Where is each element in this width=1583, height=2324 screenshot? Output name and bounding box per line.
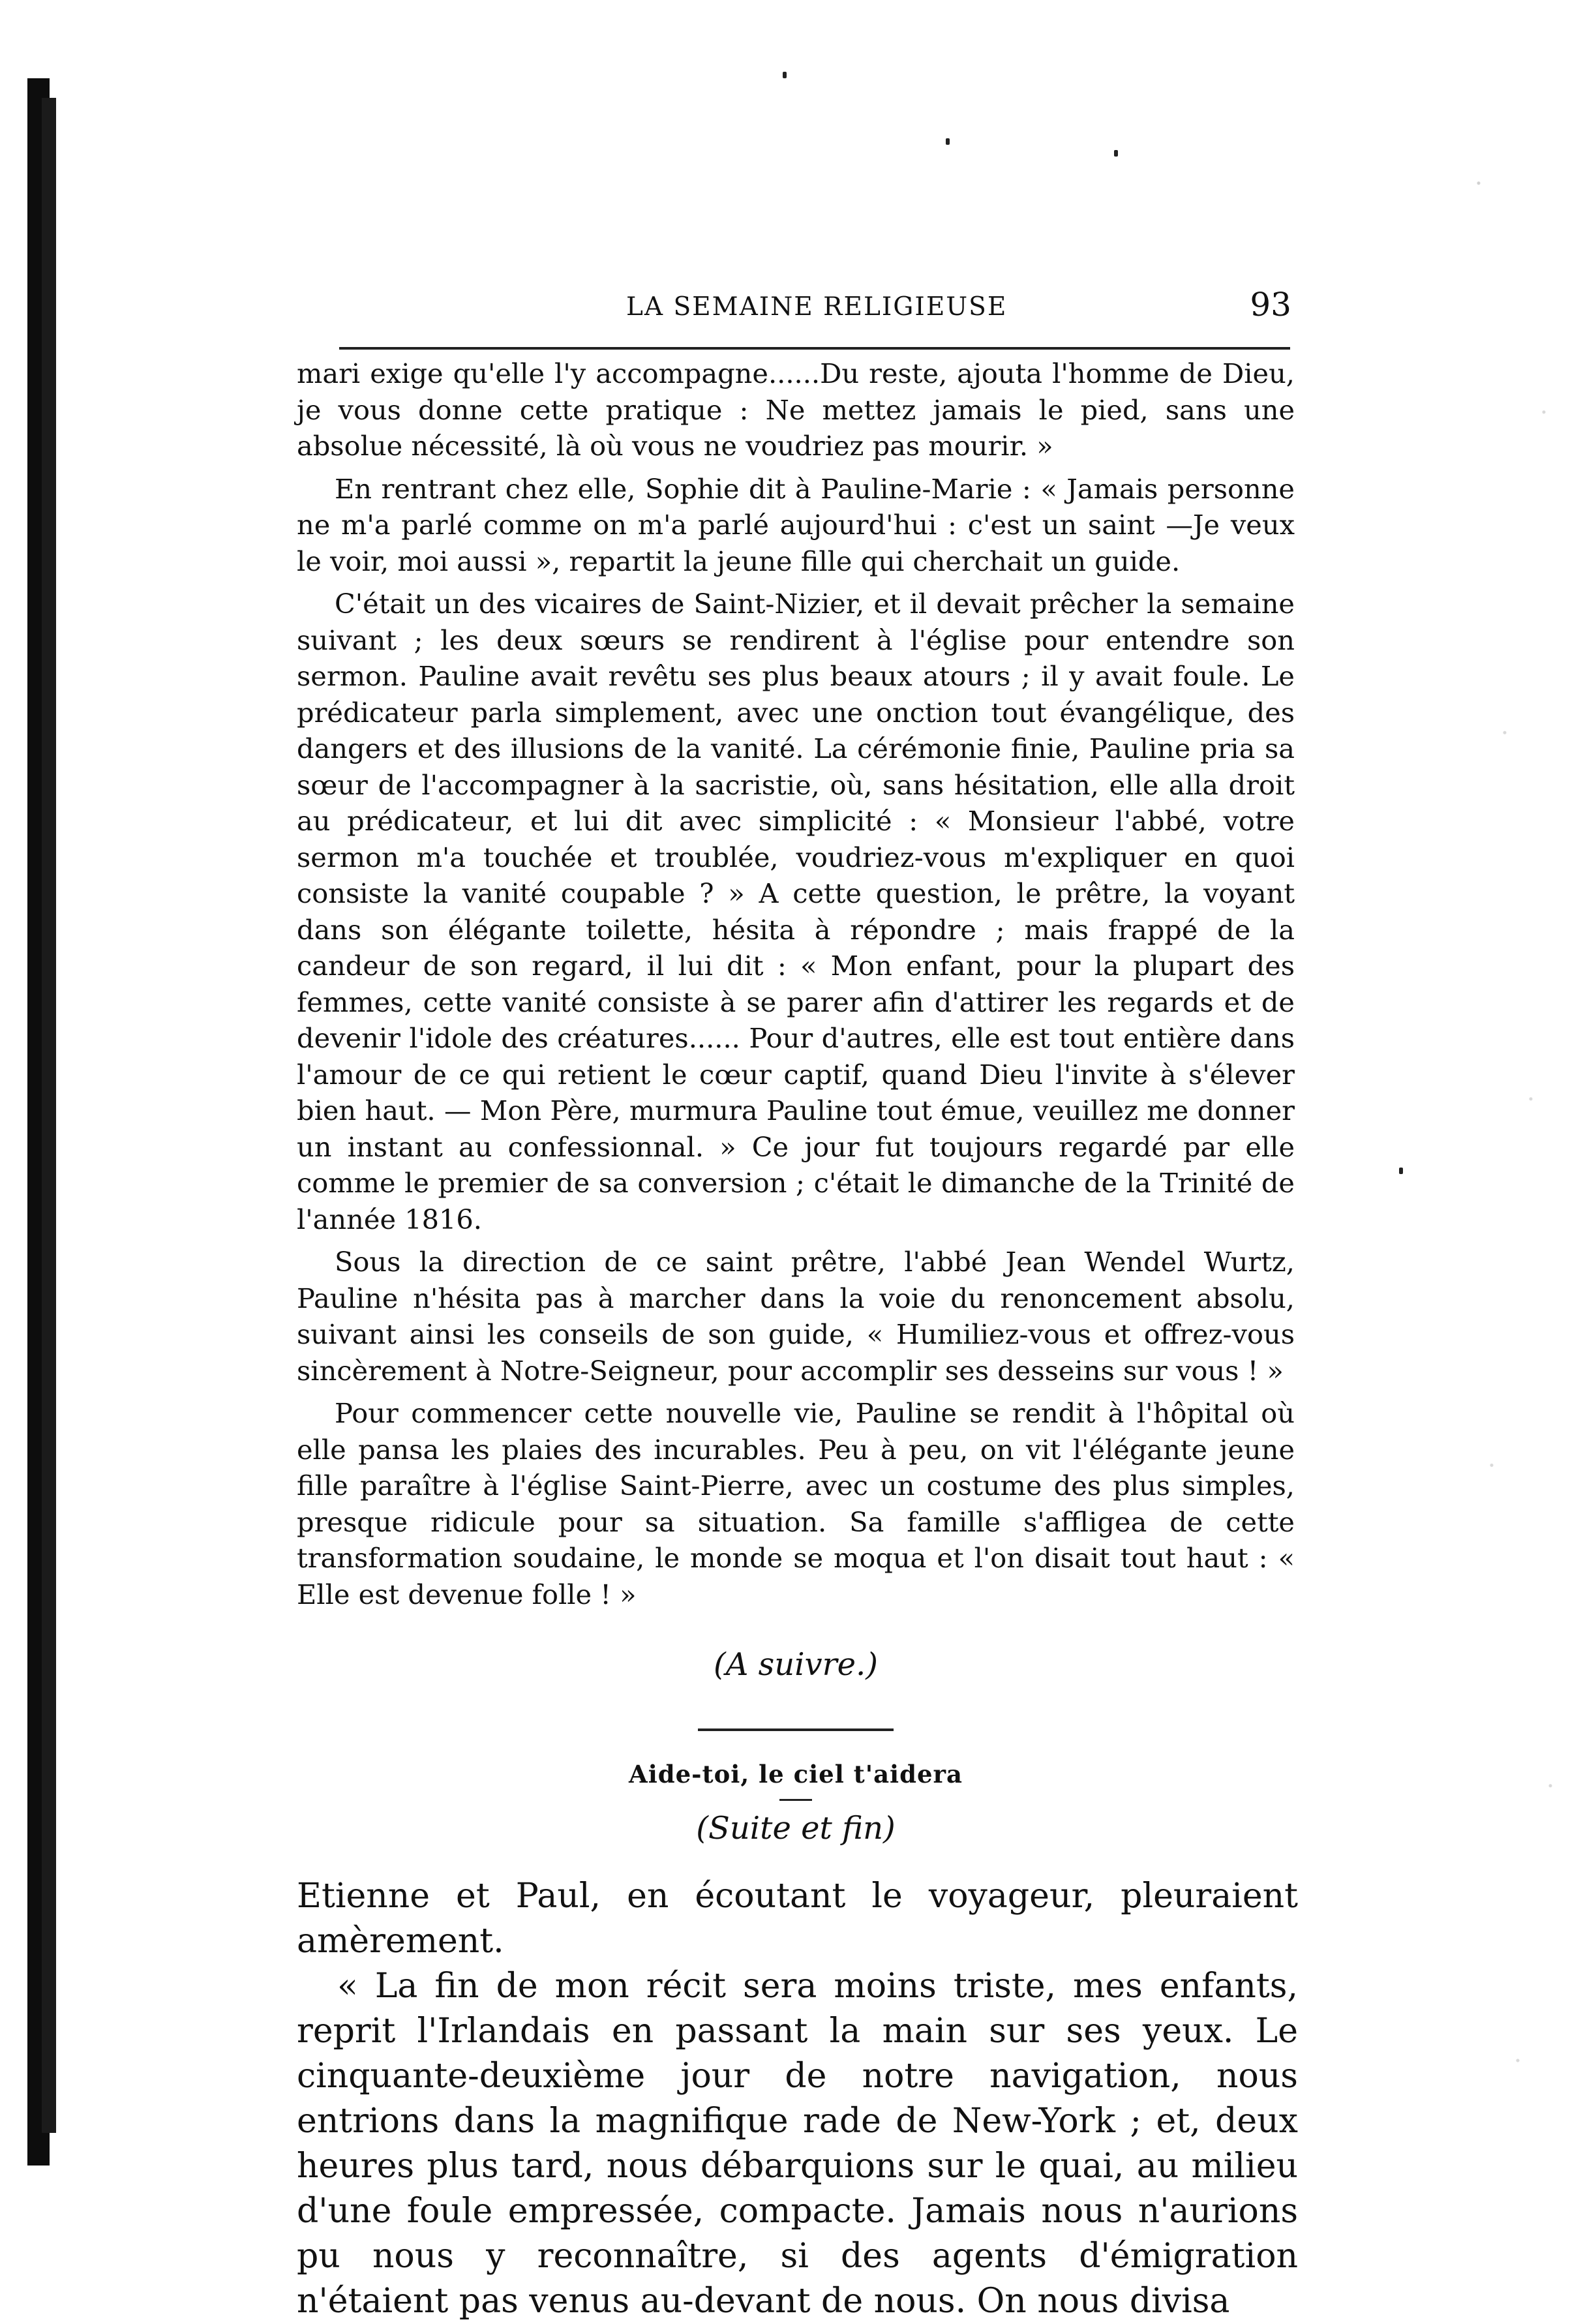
- scan-speck: [1114, 150, 1118, 157]
- paragraph-3: C'était un des vicaires de Saint-Nizier, et il devait prêcher la semaine suivant ; les deux sœurs se rendirent à l'église pour entendre son sermon. Pauline avait revêtu ses plus beaux atours ; il y avait foule. Le prédicateur parla simplement, avec une onction tout évangélique, des dangers et des illusions de la vanité. La cérémonie finie, Pauline pria sa sœur de l'accompagner à la sacristie, où, sans hésitation, elle alla droit au prédicateur, et lui dit avec simplicité : « Monsieur l'abbé, votre sermon m'a touchée et troublée, voudriez-vous m'expliquer en quoi consiste la vanité coupable ? » A cette question, le prêtre, la voyant dans son élégante toilette, hésita à répondre ; mais frappé de la candeur de son regard, il lui dit : « Mon enfant, pour la plupart des femmes, cette vanité consiste à se parer afin d'attirer les regards et de devenir l'idole des créatures...... Pour d'autres, elle est tout entière dans l'amour de ce qui retient le cœur captif, quand Dieu l'invite à s'élever bien haut. — Mon Père, murmura Pauline tout émue, veuillez me donner un instant au confessionnal. » Ce jour fut toujours regardé par elle comme le premier de sa conversion ; c'était le dimanche de la Trinité de l'année 1816.: [297, 588, 1295, 1235]
- left-binding-shadow: [42, 98, 56, 2133]
- scan-speck: [1399, 1168, 1403, 1174]
- scan-speck: [946, 138, 950, 145]
- main-text: [297, 355, 1298, 2324]
- paragraph-5: Pour commencer cette nouvelle vie, Pauline se rendit à l'hôpital où elle pansa les plaies des incurables. Peu à peu, on vit l'élégante jeune fille paraître à l'église Saint-Pierre, avec un costume des plus simples, presque ridicule pour sa situation. Sa famille s'affligea de cette transformation soudaine, le monde se moqua et l'on disait tout haut : « Elle est devenue folle ! »: [297, 1397, 1295, 1610]
- paragraph-2: En rentrant chez elle, Sophie dit à Pauline-Marie : « Jamais personne ne m'a parlé comme on m'a parlé aujourd'hui : c'est un saint —Je veux le voir, moi aussi », repartit la jeune fille qui cherchait un guide.: [297, 472, 1295, 577]
- continuation-note: (A suivre.): [714, 1646, 878, 1683]
- scan-speck: [783, 72, 787, 78]
- title-separator: [779, 1799, 812, 1801]
- story-paragraph-2: « La fin de mon récit sera moins triste, mes enfants, reprit l'Irlandais en passant la main sur ses yeux. Le cinquante-deuxième jour de notre navigation, nous entrions dans la magnifique rade de New-York ; et, deux heures plus tard, nous débarquions sur le quai, au milieu d'une foule empressée, compacte. Jamais nous n'aurions pu nous y reconnaître, si des agents d'émigration n'étaient pas venus au-devant de nous. On nous divisa: [297, 1967, 1298, 2321]
- page-header: [339, 280, 1291, 326]
- story-title: Aide-toi, le ciel t'aidera: [629, 1760, 963, 1788]
- page-number: 93: [1250, 286, 1291, 324]
- paragraph-4: Sous la direction de ce saint prêtre, l'abbé Jean Wendel Wurtz, Pauline n'hésita pas à marcher dans la voie du renoncement absolu, suivant ainsi les conseils de son guide, « Humiliez-vous et offrez-vous sincèrement à Notre-Seigneur, pour accomplir ses desseins sur vous ! »: [297, 1246, 1295, 1387]
- story-text: [297, 1874, 1298, 2324]
- story-subtitle: (Suite et fin): [696, 1810, 896, 1847]
- running-title: LA SEMAINE RELIGIEUSE: [626, 292, 1008, 322]
- section-separator: [698, 1728, 894, 1731]
- story-paragraph-1: Etienne et Paul, en écoutant le voyageur, pleuraient amèrement.: [297, 1877, 1298, 1961]
- header-rule: [339, 347, 1290, 350]
- right-scan-noise: [1453, 0, 1583, 2289]
- paragraph-1: mari exige qu'elle l'y accompagne......Du reste, ajouta l'homme de Dieu, je vous donne cette pratique : Ne mettez jamais le pied, sans une absolue nécessité, là où vous ne voudriez pas mourir. »: [297, 357, 1295, 462]
